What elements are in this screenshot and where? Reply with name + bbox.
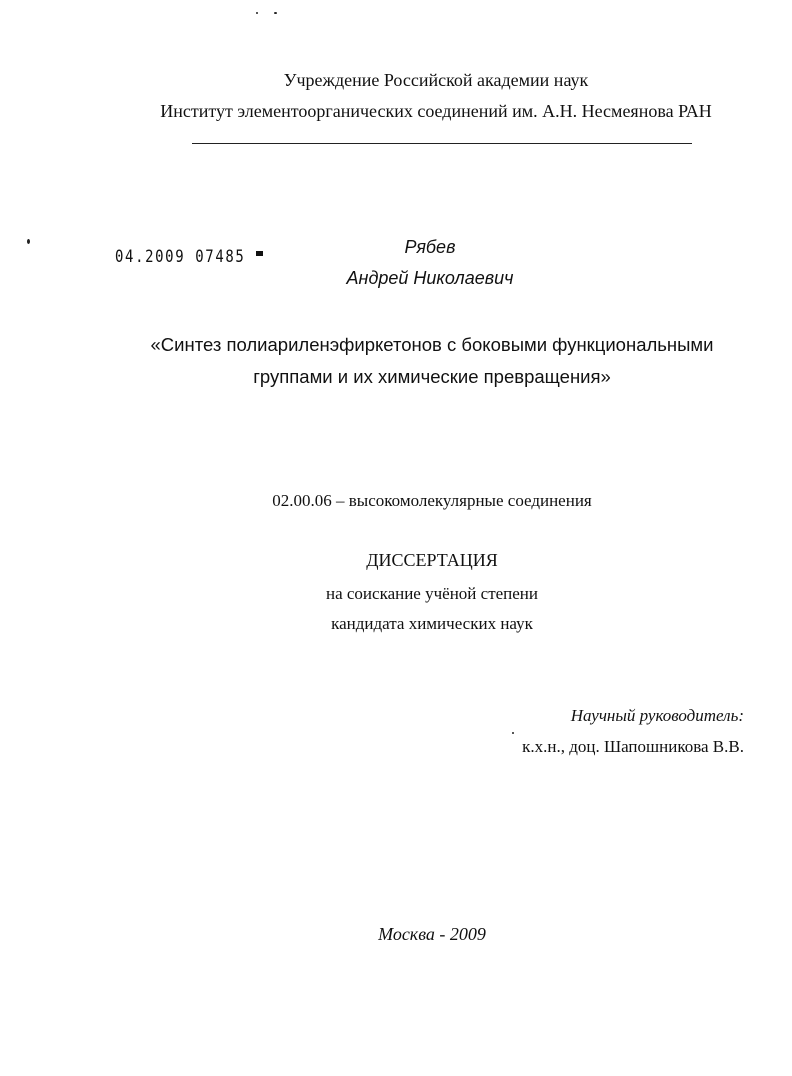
institute-name: Институт элементоорганических соединений им. А.Н. Несмеянова РАН: [160, 101, 712, 121]
scan-speck: [512, 732, 514, 734]
document-type: ДИССЕРТАЦИЯ: [366, 550, 498, 570]
institution-name: Учреждение Российской академии наук: [283, 70, 589, 90]
scan-speck: [27, 239, 30, 244]
city-year: Москва - 2009: [378, 924, 486, 944]
advisor-label: Научный руководитель:: [570, 706, 744, 725]
advisor-name: к.х.н., доц. Шапошникова В.В.: [522, 737, 744, 756]
scan-speck: [256, 12, 258, 14]
thesis-title-line1: «Синтез полиариленэфиркетонов с боковыми функциональными: [150, 334, 714, 355]
author-surname: Рябев: [404, 237, 456, 257]
degree-line1: на соискание учёной степени: [325, 584, 539, 603]
scan-speck: [274, 12, 277, 14]
library-stamp-number: 04.2009 07485: [115, 247, 246, 267]
degree-line2: кандидата химических наук: [331, 614, 533, 633]
stamp-mark: [256, 251, 263, 256]
specialty-code: 02.00.06 – высокомолекулярные соединения: [272, 491, 592, 510]
author-given-names: Андрей Николаевич: [346, 268, 514, 288]
thesis-title-line2: группами и их химические превращения»: [253, 366, 611, 387]
header-divider: [192, 143, 692, 144]
